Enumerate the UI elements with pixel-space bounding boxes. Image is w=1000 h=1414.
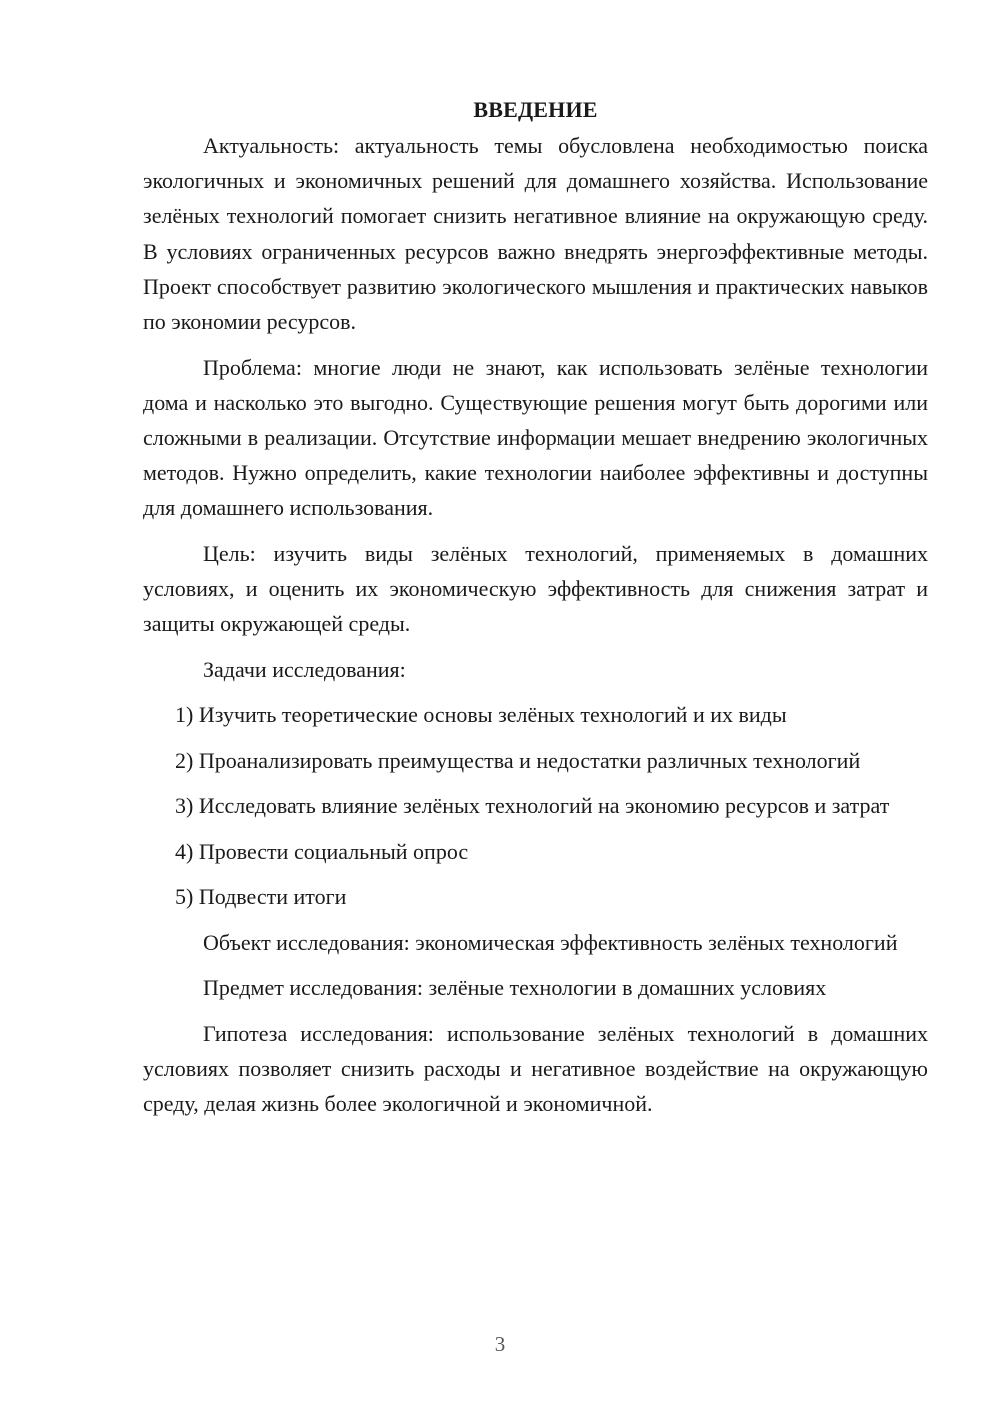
document-page	[143, 92, 928, 1132]
hypothesis-paragraph: Гипотеза исследования: использование зелёных технологий в домашних условиях позволяет снизить расходы и негативное воздействие на окружающую среду, делая жизнь более экологичной и экономичной.	[143, 1020, 928, 1117]
task-item: 4) Провести социальный опрос	[175, 838, 469, 864]
task-item: 2) Проанализировать преимущества и недостатки различных технологий	[175, 747, 861, 773]
object-paragraph: Объект исследования: экономическая эффективность зелёных технологий	[203, 929, 898, 955]
tasks-title: Задачи исследования:	[203, 656, 406, 682]
section-heading: ВВЕДЕНИЕ	[473, 97, 598, 122]
subject-paragraph: Предмет исследования: зелёные технологии в домашних условиях	[203, 975, 827, 1001]
relevance-paragraph: Актуальность: актуальность темы обусловлена необходимостью поиска экологичных и экономичных решений для домашнего хозяйства. Использование зелёных технологий помогает снизить негативное влияние на окружающую среду. В условиях ограниченных ресурсов важно внедрять энергоэффективные методы. Проект способствует развитию экологического мышления и практических навыков по экономии ресурсов.	[143, 133, 928, 335]
task-item: 5) Подвести итоги	[175, 884, 347, 910]
page-number: 3	[494, 1332, 506, 1356]
goal-paragraph: Цель: изучить виды зелёных технологий, применяемых в домашних условиях, и оценить их экономическую эффективность для снижения затрат и защиты окружающей среды.	[143, 540, 928, 637]
problem-paragraph: Проблема: многие люди не знают, как использовать зелёные технологии дома и насколько это выгодно. Существующие решения могут быть дорогими или сложными в реализации. Отсутствие информации мешает внедрению экологичных методов. Нужно определить, какие технологии наиболее эффективны и доступны для домашнего использования.	[143, 354, 928, 521]
task-item: 3) Исследовать влияние зелёных технологий на экономию ресурсов и затрат	[175, 793, 890, 819]
task-item: 1) Изучить теоретические основы зелёных технологий и их виды	[175, 702, 787, 728]
